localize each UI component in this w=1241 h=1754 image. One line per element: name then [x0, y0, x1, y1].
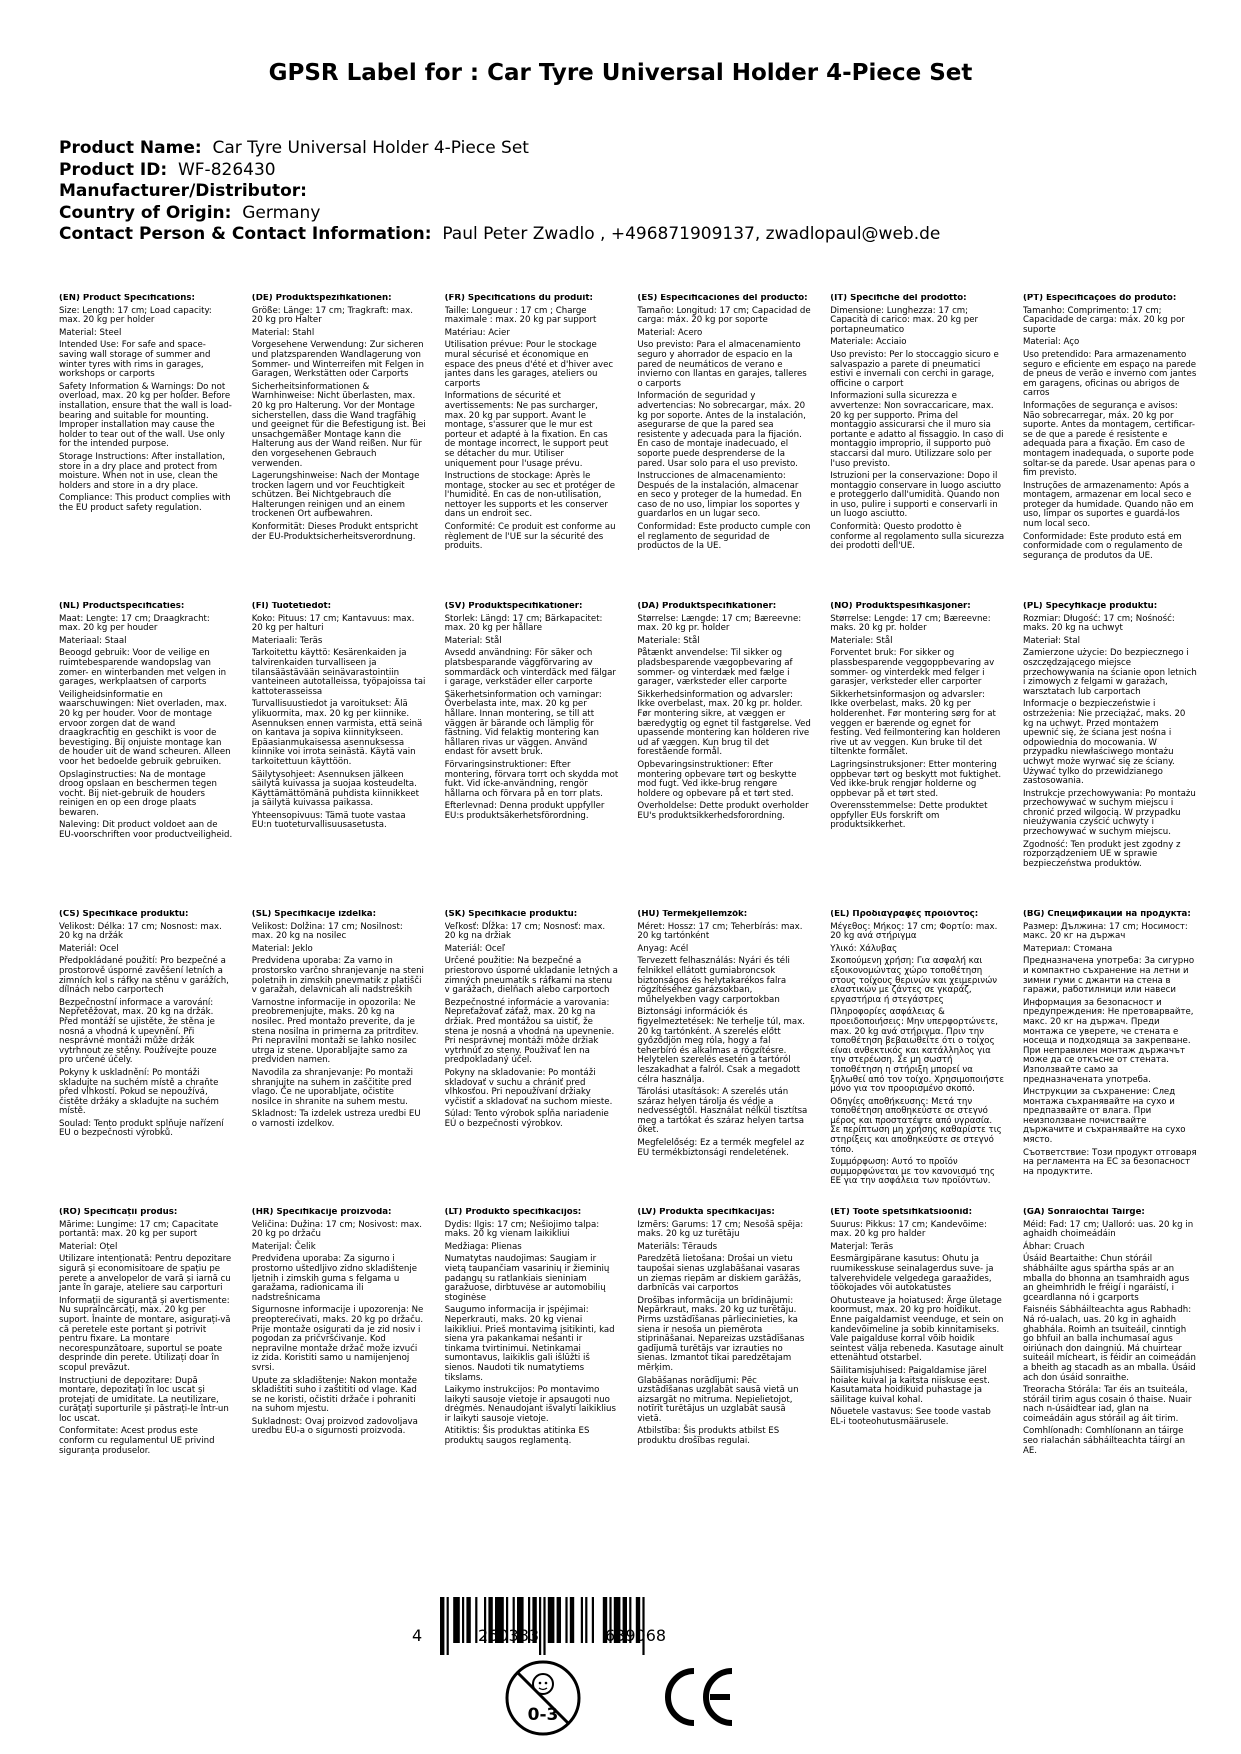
barcode-bar [592, 1597, 594, 1643]
language-section [445, 910, 619, 1208]
section-paragraph: Informazioni sulla sicurezza e avvertenze: Non sovraccaricare, max. 20 kg per supporto. Prima del montaggio assicurarsi che il muro sia portante e adatto al fissaggio. In caso di montaggio improprio, il supporto può staccarsi dal muro. Utilizzare solo per l'uso previsto. [830, 391, 1004, 469]
barcode-bar [570, 1597, 574, 1643]
section-paragraph: Материал: Стомана [1022, 943, 1113, 954]
info-country: Country of Origin: Germany [59, 202, 321, 223]
barcode-bar [440, 1597, 444, 1655]
section-paragraph: Storlek: Längd: 17 cm; Bärkapacitet: max. 20 kg per hållare [444, 613, 603, 634]
barcode-bar [539, 1597, 541, 1655]
section-paragraph: Úsáid Beartaithe: Chun stóráil shábháilte agus spártha spás ar an mballa do bhonna an tsamhraidh agus an gheimhridh le fréigí i ngaráistí, i gceardlanna nó i gcarports [1022, 1254, 1190, 1303]
section-paragraph: Rozmiar: Długość: 17 cm; Nośność: maks. 20 kg na uchwyt [1022, 613, 1175, 634]
section-paragraph: Bezpečnostné informácie a varovania: Nepreťažovať záťaž, max. 20 kg na držiak. Pred montážou sa uistiť, že stena je nosná a vhodná na upevnenie. Pri nesprávnej montáži môže držiak vytrhnúť zo steny. Použivať len na predpokladaný účel. [444, 997, 615, 1066]
section-paragraph: Anyag: Acél [637, 943, 689, 954]
section-paragraph: Paredzētā lietošana: Drošai un vietu taupošai sienas uzglabāšanai vasaras un ziemas riepām ar diskiem garāžās, darbnīcās vai carportos [637, 1254, 802, 1294]
language-section [445, 1208, 619, 1588]
language-section [830, 1208, 1004, 1588]
section-paragraph: Taille: Longueur : 17 cm ; Charge maximale : max. 20 kg par support [444, 305, 597, 326]
section-paragraph: Tamaño: Longitud: 17 cm; Capacidad de carga: máx. 20 kg por soporte [637, 305, 811, 326]
language-section [59, 910, 233, 1208]
section-paragraph: Dimensione: Lunghezza: 17 cm; Capacità di carico: max. 20 kg per portapneumatico [830, 305, 979, 335]
section-paragraph: Säilitamisjuhised: Paigaldamise järel hoiake kuival ja kaitsta niiskuse eest. Kasutamata hoidikuid puhastage ja säilitage kuival kohal. [830, 1365, 990, 1405]
section-heading: (NO) Produktspesifikasjoner: [830, 602, 971, 611]
section-paragraph: Yhteensopivuus: Tämä tuote vastaa EU:n tuoteturvallisuusasetusta. [251, 810, 406, 831]
section-paragraph: Conformité: Ce produit est conforme au règlement de l'UE sur la sécurité des produits. [444, 522, 616, 552]
language-section [830, 294, 1004, 602]
section-paragraph: Varnostne informacije in opozorila: Ne preobremenjujte, maks. 20 kg na nosilec. Pred montažo preverite, da je stena nosilna in primerna za pritrditev. Pri nepravilni montaži se lahko nosilec utrga iz stene. Uporabljajte samo za predviden namen. [251, 997, 419, 1066]
section-paragraph: Megfelelőség: Ez a termék megfelel az EU termékbiztonsági rendeletének. [637, 1138, 805, 1158]
barcode-left-digits: 260383 [478, 1626, 540, 1645]
section-paragraph: Overholdelse: Dette produkt overholder EU's produktsikkerhedsforordning. [637, 801, 809, 821]
section-heading: (FR) Spécifications du produit: [444, 294, 593, 303]
section-paragraph: Съответствие: Този продукт отговаря на регламента на ЕС за безопасност на продуктите. [1022, 1147, 1197, 1177]
section-paragraph: Určené použitie: Na bezpečné a priestorovo úsporné ukladanie letných a zimných pneumatík s ráfkami na stenu v garážach, dielňach alebo carportoch [444, 956, 618, 996]
section-paragraph: Υλικό: Χάλυβας [830, 943, 898, 954]
section-heading: (DE) Produktspezifikationen: [251, 294, 392, 303]
section-paragraph: Velikost: Délka: 17 cm; Nosnost: max. 20 kg na držák [59, 921, 222, 942]
section-paragraph: Sukladnost: Ovaj proizvod zadovoljava uredbu EU-a o sigurnosti proizvoda. [251, 1416, 418, 1437]
section-paragraph: Tarkoitettu käyttö: Kesärenkaiden ja talvirenkaiden turvalliseen ja tilansäästävään seinävarastointiin vanteineen autotalleissa, työpajoissa tai kattoterasseissa [251, 648, 426, 697]
section-paragraph: Conformidade: Este produto está em conformidade com o regulamento de segurança de produtos da UE. [1022, 531, 1183, 561]
section-paragraph: Ohutusteave ja hoiatused: Ärge ületage koormust, max. 20 kg pro hoidikut. Enne paigaldamist veenduge, et sein on kandevõimeline ja sobib kinnitamiseks. Vale paigalduse korral võib hoidik seintest välja rebeneda. Kasutage ainult ettenähtud otstarbel. [830, 1295, 1004, 1364]
barcode-bar [447, 1597, 449, 1655]
language-section [59, 1208, 233, 1588]
section-heading: (DA) Produktspecifikationer: [637, 602, 777, 611]
section-paragraph: Instrukcje przechowywania: Po montażu przechowywać w suchym miejscu i chronić przed wilgocią. W przypadku nieużywania czyścić uchwyty i przechowywać w suchym miejscu. [1022, 788, 1196, 838]
barcode-bar [565, 1597, 567, 1643]
section-paragraph: Eesmärgipärane kasutus: Ohutu ja ruumikesskuse seinalagerdus suve- ja talverehvidele velgedega garaažides, töökojades või autokatustes [830, 1254, 994, 1294]
section-paragraph: Størrelse: Lengde: 17 cm; Bæreevne: maks. 20 kg pr. holder [830, 613, 991, 634]
section-paragraph: Veličina: Dužina: 17 cm; Nosivost: max. 20 kg po držaču [251, 1219, 423, 1240]
section-paragraph: Opbevaringsinstruktioner: Efter montering opbevare tørt og beskytte mod fugt. Ved ikke-brug rengøre holdere og opbevare på et tørt sted. [637, 759, 797, 799]
section-paragraph: Koko: Pituus: 17 cm; Kantavuus: max. 20 kg per halturi [251, 613, 415, 634]
section-paragraph: Efterlevnad: Denna produkt uppfyller EU:s produktsäkerhetsförordning. [444, 801, 605, 821]
section-paragraph: Utilisation prévue: Pour le stockage mural sécurisé et économique en espace des pneus d'été et d'hiver avec jantes dans les garages, ateliers ou carports [444, 340, 614, 389]
section-paragraph: Istruzioni per la conservazione: Dopo il montaggio conservare in luogo asciutto e proteggerlo dall'umidità. Quando non in uso, pulire i supporti e conservarli in un luogo asciutto. [830, 471, 1002, 520]
language-section [252, 294, 426, 602]
section-paragraph: Информация за безопасност и предупреждения: Не претоварвайте, макс. 20 кг на държач. Преди монтажа се уверете, че стената е носеща и подходяща за закрепване. При неправилен монтаж държачът може да се откъсне от стената. Използвайте само за предназначената употреба. [1022, 997, 1194, 1085]
section-paragraph: Uso previsto: Per lo stoccaggio sicuro e salvaspazio a parete di pneumatici estivi e invernali con cerchi in garage, officine o carport [830, 349, 999, 389]
section-paragraph: Lagringsinstruksjoner: Etter montering oppbevar tørt og beskytt mot fuktighet. Ved ikke-bruk rengjør holderne og oppbevar på et tørt sted. [830, 759, 1002, 799]
section-paragraph: Material: Jeklo [251, 943, 313, 954]
language-section [59, 602, 233, 910]
section-paragraph: Sikkerhetsinformasjon og advarsler: Ikke overbelast, maks. 20 kg per holderenhet. Før montering sørg for at veggen er bærende og egnet for festing. Ved feilmontering kan holderen rive ut av veggen. Kun bruke til det tiltenkte formålet. [830, 689, 1001, 758]
section-heading: (IT) Specifiche del prodotto: [830, 294, 967, 303]
section-paragraph: Συμμόρφωση: Αυτό το προϊόν συμμορφώνεται με τον κανονισμό της ΕΕ για την ασφάλεια των προϊόντων. [830, 1157, 995, 1187]
section-paragraph: Größe: Länge: 17 cm; Tragkraft: max. 20 kg pro Halter [251, 305, 413, 326]
section-paragraph: Atbilstība: Šis produkts atbilst ES produktu drošības regulai. [637, 1426, 780, 1447]
section-paragraph: Comhlíonadh: Comhlíonann an táirge seo rialachán sábháilteachta táirgí an AE. [1022, 1426, 1186, 1456]
section-paragraph: Información de seguridad y advertencias: No sobrecargar, máx. 20 kg por soporte. Antes de la instalación, asegurarse de que la pared sea resistente y adecuada para la fijación. En caso de montaje inadecuado, el soporte puede desprenderse de la pared. Usar solo para el uso previsto. [637, 391, 806, 469]
section-paragraph: Skladnost: Ta izdelek ustreza uredbi EU o varnosti izdelkov. [251, 1109, 421, 1129]
section-paragraph: Informações de segurança e avisos: Não sobrecarregar, máx. 20 kg por suporte. Antes da montagem, certificar-se de que a parede é resistente e adequada para a fixação. Em caso de montagem inadequada, o suporte pode soltar-se da parede. Usar apenas para o fim previsto. [1022, 400, 1196, 479]
section-heading: (ES) Especificaciones del producto: [637, 294, 808, 303]
section-heading: (HR) Specifikacije proizvoda: [251, 1208, 392, 1217]
section-paragraph: Säilytysohjeet: Asennuksen jälkeen säilytä kuivassa ja suojaa kosteudelta. Käyttämättömänä puhdista kiinnikkeet ja säilytä kuivassa paikassa. [251, 769, 420, 809]
section-paragraph: Informations de sécurité et avertissements: Ne pas surcharger, max. 20 kg par support. Avant le montage, s'assurer que le mur est porteur et adapté à la fixation. En cas de montage incorrect, le support peut se détacher du mur. Utiliser uniquement pour l'usage prévu. [444, 391, 609, 469]
barcode-bar [548, 1597, 555, 1643]
language-section [637, 1208, 811, 1588]
section-paragraph: Méret: Hossz: 17 cm; Teherbírás: max. 20 kg tartónként [637, 921, 803, 942]
section-paragraph: Saugumo informacija ir įspėjimai: Neperkrauti, maks. 20 kg vienai laikikliui. Prieš montavimą įsitikinti, kad siena yra pakankamai nešanti ir tinkama tvirtinimui. Netinkamai sumontavus, laikiklis gali išlūžti iš sienos. Naudoti tik numatytiems tikslams. [444, 1305, 615, 1383]
section-paragraph: Konformität: Dieses Produkt entspricht der EU-Produktsicherheitsverordnung. [251, 522, 419, 542]
section-paragraph: Bezpečnostní informace a varování: Nepřetěžovat, max. 20 kg na držák. Před montáží se ujistěte, že stěna je nosná a vhodná k upevnění. Při nesprávné montáži může držák vytrhnout ze stěny. Používejte pouze pro určené účely. [59, 997, 217, 1066]
barcode-lead-digit: 4 [412, 1626, 423, 1645]
section-paragraph: Tervezett felhasználás: Nyári és téli felnikkel ellátott gumiabroncsok biztonságos és helytakarékos falra rögzítéséhez garázsokban, műhelyekben vagy carportokban [637, 956, 790, 1005]
language-section [637, 294, 811, 602]
section-paragraph: Material: Steel [59, 327, 122, 338]
section-paragraph: Materiale: Stål [637, 635, 700, 646]
section-paragraph: Intended Use: For safe and space-saving wall storage of summer and winter tyres with rims in garages, workshops or carports [59, 340, 211, 380]
section-heading: (SL) Specifikacije izdelka: [251, 910, 377, 919]
language-section [252, 910, 426, 1208]
section-paragraph: Předpokládané použití: Pro bezpečné a prostorově úsporné zavěšení letních a zimních kol s ráfky na stěnu v garážích, dílnách nebo carportech [59, 956, 229, 996]
section-heading: (LT) Produkto specifikacijos: [444, 1208, 582, 1217]
barcode-bar [543, 1597, 545, 1655]
section-paragraph: Material: Stahl [251, 327, 315, 338]
section-paragraph: Storage Instructions: After installation, store in a dry place and protect from moisture. When not in use, clean the holders and store in a dry place. [59, 451, 226, 491]
section-paragraph: Forventet bruk: For sikker og plassbesparende veggoppbevaring av sommer- og vinterdekk med felger i garasjer, verksteder eller carporter [830, 648, 995, 688]
section-paragraph: Veľkosť: Dĺžka: 17 cm; Nosnosť: max. 20 kg na držiak [444, 921, 606, 942]
section-paragraph: Conformità: Questo prodotto è conforme al regolamento sulla sicurezza dei prodotti dell'UE. [830, 522, 1005, 552]
section-paragraph: Sicherheitsinformationen & Warnhinweise: Nicht überlasten, max. 20 kg pro Halterung. Vor der Montage sicherstellen, dass die Wand tragfähig und geeignet für die Befestigung ist. Bei unsachgemäßer Montage kann die Halterung aus der Wand reißen. Nur für den vorgesehenen Gebrauch verwenden. [251, 381, 426, 469]
section-paragraph: Lagerungshinweise: Nach der Montage trocken lagern und vor Feuchtigkeit schützen. Bei Nichtgebrauch die Halterungen reinigen und an einem trockenen Ort aufbewahren. [251, 471, 420, 520]
section-paragraph: Turvallisuustiedot ja varoitukset: Älä ylikuormita, max. 20 kg per kiinnike. Asennuksen ennen varmista, että seinä on kantava ja sopiva kiinnitykseen. Epäasianmukaisessa asennuksessa kiinnike voi irrota seinästä. Käytä vain tarkoitettuun käyttöön. [251, 699, 423, 767]
section-paragraph: Σκοπούμενη χρήση: Για ασφαλή και εξοικονομώντας χώρο τοποθέτηση στους τοίχους θερινών και χειμερινών ελαστικών με ζάντες σε γκαράζ, εργαστήρια ή στεγάστρες [830, 956, 998, 1005]
section-paragraph: Material: Acero [637, 327, 703, 338]
section-paragraph: Påtænkt anvendelse: Til sikker og pladsbesparende vægopbevaring af sommer- og vinterdæk med fælge i garager, værksteder eller carporte [637, 648, 793, 688]
section-heading: (LV) Produkta specifikācijas: [637, 1208, 775, 1217]
section-paragraph: Materiál: Ocel [59, 943, 119, 954]
language-section [59, 294, 233, 602]
section-paragraph: Ábhar: Cruach [1022, 1241, 1085, 1252]
barcode-bar [453, 1597, 460, 1643]
section-paragraph: Materiale: Acciaio [830, 337, 907, 348]
language-section [445, 602, 619, 910]
section-paragraph: Naleving: Dit product voldoet aan de EU-voorschriften voor productveiligheid. [59, 820, 233, 841]
section-paragraph: Suurus: Pikkus: 17 cm; Kandevõime: max. 20 kg pro halder [830, 1219, 987, 1240]
language-section [1023, 602, 1197, 910]
info-manufacturer: Manufacturer/Distributor: [59, 181, 307, 201]
section-heading: (EL) Προδιαγραφές προϊόντος: [830, 910, 979, 919]
section-paragraph: Materiał: Stal [1022, 635, 1081, 646]
section-paragraph: Μέγεθος: Μήκος: 17 cm; Φορτίο: max. 20 kg ανά στήριγμα [830, 921, 998, 942]
section-heading: (BG) Спецификации на продукта: [1022, 910, 1191, 919]
section-paragraph: Instrucțiuni de depozitare: După montare, depozitați în loc uscat și protejați de umiditate. La neutilizare, curățați suporturile și păstrați-le într-un loc uscat. [59, 1375, 229, 1424]
language-section [830, 602, 1004, 910]
language-section [1023, 294, 1197, 602]
section-paragraph: Pokyny k uskladnění: Po montáži skladujte na suchém místě a chraňte před vlhkostí. Pokud se nepoužívá, čistěte držáky a skladujte na suchém místě. [59, 1067, 219, 1117]
section-paragraph: Οδηγίες αποθήκευσης: Μετά την τοποθέτηση αποθηκεύστε σε στεγνό μέρος και προστατέψτε από υγρασία. Σε περίπτωση μη χρήσης καθαρίστε τις στηρίξεις και αποθηκεύστε σε στεγνό τόπο. [830, 1096, 1002, 1155]
section-paragraph: Πληροφορίες ασφάλειας & προειδοποιήσεις: Μην υπερφορτώνετε, max. 20 kg ανά στήριγμα. Πριν την τοποθέτηση βεβαιωθείτε ότι ο τοίχος είναι ανθεκτικός και κατάλληλος για την στερέωση. Σε μη σωστή τοποθέτηση η στήριξη μπορεί να ξηλωθεί από τον τοίχο. Χρησιμοποιήστε μόνο για τον προορισμένο σκοπό. [830, 1007, 1004, 1095]
section-paragraph: Uso previsto: Para el almacenamiento seguro y ahorrador de espacio en la pared de neumáticos de verano e invierno con llantas en garajes, talleres o carports [637, 340, 807, 389]
info-contact: Contact Person & Contact Information: Paul Peter Zwadlo , +496871909137, zwadlopaul@web.de [59, 224, 941, 244]
barcode-right-digits: 639068 [605, 1626, 667, 1645]
section-paragraph: Maat: Lengte: 17 cm; Draagkracht: max. 20 kg per houder [59, 613, 210, 634]
language-sections [59, 294, 1197, 1588]
section-heading: (FI) Tuotetiedot: [251, 602, 332, 611]
language-section [445, 294, 619, 602]
language-section [252, 602, 426, 910]
section-paragraph: Instruções de armazenamento: Após a montagem, armazenar em local seco e proteger da humidade. Quando não em uso, limpar os suportes e guardá-los num local seco. [1022, 480, 1194, 530]
section-paragraph: Instrucciones de almacenamiento: Después de la instalación, almacenar en seco y proteger de la humedad. En caso de no uso, limpiar los soportes y guardarlos en un lugar seco. [637, 471, 802, 520]
section-paragraph: Инструкции за съхранение: След монтажа съхранявайте на сухо и предпазвайте от влага. При неизползване почиствайте държачите и съхранявайте на сухо място. [1022, 1087, 1186, 1146]
section-paragraph: Materiaali: Teräs [251, 635, 323, 646]
section-paragraph: Numatytas naudojimas: Saugiam ir vietą taupančiam vasarinių ir žieminių padangų su ratlankiais sieniniam garažuose, dirbtuvėse ar automobilių stoginėse [444, 1254, 610, 1303]
section-paragraph: Predviđena uporaba: Za sigurno i prostorno uštedljivo zidno skladištenje ljetnih i zimskih guma s felgama u garažama, radionicama ili nadstrešnicama [251, 1254, 418, 1303]
section-paragraph: Sigurnosne informacije i upozorenja: Ne preopterećivati, maks. 20 kg po držaču. Prije montaže osigurati da je zid nosiv i pogodan za pričvršćivanje. Kod nepravilne montaže držač može izvući iz zida. Koristiti samo u namijenjenoj svrsi. [251, 1305, 424, 1373]
section-paragraph: Upute za skladištenje: Nakon montaže skladištiti suho i zaštititi od vlage. Kad se ne koristi, očistiti držače i pohraniti na suhom mjestu. [251, 1375, 418, 1415]
section-paragraph: Súlad: Tento výrobok spĺňa nariadenie EÚ o bezpečnosti výrobkov. [444, 1109, 609, 1129]
section-paragraph: Velikost: Dolžina: 17 cm; Nosilnost: max. 20 kg na nosilec [251, 921, 403, 942]
section-paragraph: Vorgesehene Verwendung: Zur sicheren und platzsparenden Wandlagerung von Sommer- und Winterreifen mit Felgen in Garagen, Werkstätten oder Carports [251, 340, 424, 380]
section-heading: (HU) Termékjellemzők: [637, 910, 748, 919]
section-heading: (NL) Productspecificaties: [59, 602, 185, 611]
section-heading: (EN) Product Specifications: [59, 294, 195, 303]
section-heading: (CS) Specifikace produktu: [59, 910, 189, 919]
language-section [1023, 910, 1197, 1208]
section-paragraph: Säkerhetsinformation och varningar: Överbelasta inte, max. 20 kg per hållare. Innan montering, se till att väggen är bärande och lämplig för fästning. Vid felaktig montering kan hållaren rivas ur väggen. Använd endast för avsett bruk. [444, 689, 602, 758]
section-paragraph: Drošības informācija un brīdinājumi: Nepārkraut, maks. 20 kg uz turētāju. Pirms uzstādīšanas pārliecinieties, ka siena ir nesoša un piemērota stiprināšanai. Nepareizas uzstādīšanas gadījumā turētājs var izrauties no sienas. Izmantot tikai paredzētajam mērķim. [637, 1295, 805, 1373]
section-paragraph: Предназначена употреба: За сигурно и компактно съхранение на летни и зимни гуми с джанти на стена в гаражи, работилници или навеси [1022, 956, 1195, 996]
section-paragraph: Size: Length: 17 cm; Load capacity: max. 20 kg per holder [59, 305, 212, 326]
section-paragraph: Materiāls: Tērauds [637, 1241, 718, 1252]
section-paragraph: Safety Information & Warnings: Do not overload, max. 20 kg per holder. Before installation, ensure that the wall is load-bearing and suitable for mounting. Improper installation may cause the holder to tear out of the wall. Use only for the intended purpose. [59, 381, 232, 450]
section-paragraph: Størrelse: Længde: 17 cm; Bæreevne: max. 20 kg pr. holder [637, 613, 802, 634]
language-section [637, 602, 811, 910]
barcode-bar [466, 1597, 470, 1643]
section-paragraph: Materjal: Teräs [830, 1241, 894, 1252]
section-heading: (PL) Specyfikacje produktu: [1022, 602, 1158, 611]
section-paragraph: Materijal: Čelik [251, 1241, 316, 1252]
section-paragraph: Förvaringsinstruktioner: Efter montering, förvara torrt och skydda mot fukt. Vid icke-användning, rengör hållarna och förvara på en torr plats. [444, 759, 619, 799]
section-paragraph: Dydis: Ilgis: 17 cm; Nešiojimo talpa: maks. 20 kg vienam laikikliui [444, 1219, 600, 1240]
section-heading: (RO) Specificații produs: [59, 1208, 178, 1217]
section-paragraph: Conformidad: Este producto cumple con el reglamento de seguridad de productos de la UE. [637, 522, 811, 552]
info-product-name: Product Name: Car Tyre Universal Holder 4-Piece Set [59, 138, 529, 158]
section-paragraph: Zgodność: Ten produkt jest zgodny z rozporządzeniem UE w sprawie bezpieczeństwa produktów. [1022, 839, 1181, 869]
section-heading: (SK) Špecifikácie produktu: [444, 910, 578, 919]
section-paragraph: Materiaal: Staal [59, 635, 127, 646]
section-paragraph: Instructions de stockage: Après le montage, stocker au sec et protéger de l'humidité. En cas de non-utilisation, nettoyer les supports et les conserver dans un endroit sec. [444, 471, 616, 520]
section-paragraph: Biztonsági információk és figyelmeztetések: Ne terhelje túl, max. 20 kg tartónként. A szerelés előtt győződjön meg róla, hogy a fal teherbíró és alkalmas a rögzítésre. Helytelen szerelés esetén a tartóról leszakadhat a falról. Csak a megadott célra használja. [637, 1007, 806, 1085]
svg-text:0-3: 0-3 [527, 1705, 559, 1725]
section-paragraph: Beoogd gebruik: Voor de veilige en ruimtebesparende wandopslag van zomer- en winterbanden met velgen in garages, werkplaatsen of carports [59, 648, 227, 688]
section-paragraph: Opslaginstructies: Na de montage droog opslaan en beschermen tegen vocht. Bij niet-gebruik de houders reinigen en op een droge plaats bewaren. [59, 769, 217, 818]
section-paragraph: Mărime: Lungime: 17 cm; Capacitate portantă: max. 20 kg per suport [59, 1219, 219, 1240]
section-paragraph: Conformitate: Acest produs este conform cu regulamentul UE privind siguranța produselor. [59, 1426, 215, 1456]
section-paragraph: Materiál: Oceľ [444, 943, 506, 954]
section-paragraph: Glabāšanas norādījumi: Pēc uzstādīšanas uzglabāt sausā vietā un aizsargāt no mitruma. Nepielietojot, notīrīt turētājus un uzglabāt sausā vietā. [637, 1375, 799, 1424]
section-paragraph: Materiale: Stål [830, 635, 893, 646]
section-paragraph: Nõuetele vastavus: See toode vastab EL-i tooteohutusmäärusele. [830, 1407, 991, 1427]
section-paragraph: Compliance: This product complies with the EU product safety regulation. [59, 493, 231, 513]
section-paragraph: Laikymo instrukcijos: Po montavimo laikyti sausoje vietoje ir apsaugoti nuo drėgmės. Nenaudojant išvalyti laikiklius ir laikyti sausoje vietoje. [444, 1385, 616, 1424]
language-section [637, 910, 811, 1208]
section-paragraph: Méid: Fad: 17 cm; Ualloró: uas. 20 kg in aghaidh choimeádáin [1022, 1219, 1194, 1240]
section-paragraph: Avsedd användning: För säker och platsbesparande väggförvaring av sommardäck och vinterdäck med fälgar i garage, verkstäder eller carporte [444, 648, 616, 688]
section-paragraph: Sikkerhedsinformation og advarsler: Ikke overbelast, max. 20 kg pr. holder. Før montering sikre, at væggen er bæredygtig og egnet til fastgørelse. Ved upassende montering kan holderen rive ud af væggen. Kun brug til det forestående formål. [637, 689, 811, 758]
section-paragraph: Zamierzone użycie: Do bezpiecznego i oszczędzającego miejsce przechowywania na ścianie opon letnich i zimowych z felgami w garażach, warsztatach lub carportach [1022, 648, 1197, 697]
section-paragraph: Pokyny na skladovanie: Po montáži skladovať v suchu a chrániť pred vlhkosťou. Pri nepoužívaní držiaky vyčistiť a skladovať na suchom mieste. [444, 1067, 613, 1107]
section-paragraph: Informacje o bezpieczeństwie i ostrzeżenia: Nie przeciążać, maks. 20 kg na uchwyt. Przed montażem upewnić się, że ściana jest nośna i odpowiednia do mocowania. W przypadku niewłaściwego montażu uchwyt może wyrwać się ze ściany. Używać tylko do przewidzianego zastosowania. [1022, 699, 1186, 787]
section-paragraph: Matériau: Acier [444, 327, 510, 338]
section-heading: (ET) Toote spetsifikatsioonid: [830, 1208, 973, 1217]
section-heading: (SV) Produktspecifikationer: [444, 602, 583, 611]
language-section [1023, 1208, 1197, 1588]
barcode-bar [557, 1597, 561, 1643]
section-heading: (PT) Especificações do produto: [1022, 294, 1177, 303]
section-paragraph: Navodila za shranjevanje: Po montaži shranjujte na suhem in zaščitite pred vlago. Če ne uporabljate, očistite nosilce in shranite na suhem mestu. [251, 1067, 413, 1107]
section-paragraph: Informații de siguranță și avertismente: Nu supraîncărcați, max. 20 kg per suport. Înainte de montare, asigurați-vă că peretele este portant și potrivit pentru fixare. La montare necorespunzătoare, suportul se poate desprinde din perete. Utilizați doar în scopul prevăzut. [59, 1295, 231, 1373]
section-paragraph: Uso pretendido: Para armazenamento seguro e eficiente em espaço na parede de pneus de verão e inverno com jantes em garagens, oficinas ou abrigos de carros [1022, 349, 1197, 399]
section-paragraph: Tárolási utasítások: A szerelés után száraz helyen tárolja és védje a nedvességtől. Használat nélkül tisztítsa meg a tartókat és száraz helyen tartsa őket. [637, 1087, 808, 1136]
product-info [59, 138, 1199, 246]
section-paragraph: Atitiktis: Šis produktas atitinka ES produktų saugos reglamentą. [444, 1426, 590, 1447]
info-product-id: Product ID: WF-826430 [59, 159, 276, 180]
ce-mark-icon [660, 1663, 736, 1735]
label-title: GPSR Label for : Car Tyre Universal Holder 4-Piece Set [268, 60, 973, 86]
not-for-children-0-3-icon [503, 1658, 583, 1742]
section-paragraph: Размер: Дължина: 17 cm; Носимост: макс. 20 кг на държач [1022, 921, 1188, 942]
section-paragraph: Veiligheidsinformatie en waarschuwingen: Niet overladen, max. 20 kg per houder. Voor de montage ervoor zorgen dat de wand draagkrachtig en geschikt is voor de bevestiging. Bij onjuiste montage kan de houder uit de wand scheuren. Alleen voor het bedoelde gebruik gebruiken. [59, 689, 231, 767]
section-heading: (GA) Sonraíochtaí Táirge: [1022, 1208, 1145, 1217]
barcode-bar [462, 1597, 464, 1643]
section-paragraph: Predvidena uporaba: Za varno in prostorsko varčno shranjevanje na steni poletnih in zimskih pnevmatik z platišči v garažah, delavnicah ali nadstreških [251, 956, 424, 996]
section-paragraph: Material: Oțel [59, 1241, 118, 1252]
section-paragraph: Faisnéis Sábháilteachta agus Rabhadh: Ná ró-ualach, uas. 20 kg in aghaidh ghabhála. Roimh an tsuiteáil, cinntigh go bhfuil an balla inchumasaí agus oiriúnach don daingniú. Má chuirtear suiteáil mícheart, is féidir an coimeádán a bheith ag stacadh as an mballa. Úsáid ach don úsáid sonraithe. [1022, 1305, 1196, 1383]
language-section [252, 1208, 426, 1588]
section-paragraph: Izmērs: Garums: 17 cm; Nesošā spēja: maks. 20 kg uz turētāju [637, 1219, 804, 1240]
language-section [830, 910, 1004, 1208]
section-paragraph: Utilizare intenționată: Pentru depozitare sigură și economisitoare de spațiu pe perete a anvelopelor de vară și iarnă cu jante în garaje, ateliere sau carporturi [59, 1254, 232, 1294]
section-paragraph: Overensstemmelse: Dette produktet oppfyller EUs forskrift om produktsikkerhet. [830, 801, 988, 831]
section-paragraph: Material: Aço [1022, 337, 1080, 348]
barcode-bar [581, 1597, 583, 1643]
section-paragraph: Treoracha Stórála: Tar éis an tsuiteála, stóráil tirim agus cosain ó thaise. Nuair nach n-úsáidtear iad, glan na coimeádáin agus stóráil ag áit tirim. [1022, 1385, 1192, 1424]
section-paragraph: Material: Stål [444, 635, 502, 646]
barcode-bar [585, 1597, 587, 1643]
section-paragraph: Medžiaga: Plienas [444, 1241, 522, 1252]
section-paragraph: Soulad: Tento produkt splňuje nařízení EU o bezpečnosti výrobků. [59, 1118, 224, 1139]
section-paragraph: Tamanho: Comprimento: 17 cm; Capacidade de carga: máx. 20 kg por suporte [1022, 305, 1185, 335]
